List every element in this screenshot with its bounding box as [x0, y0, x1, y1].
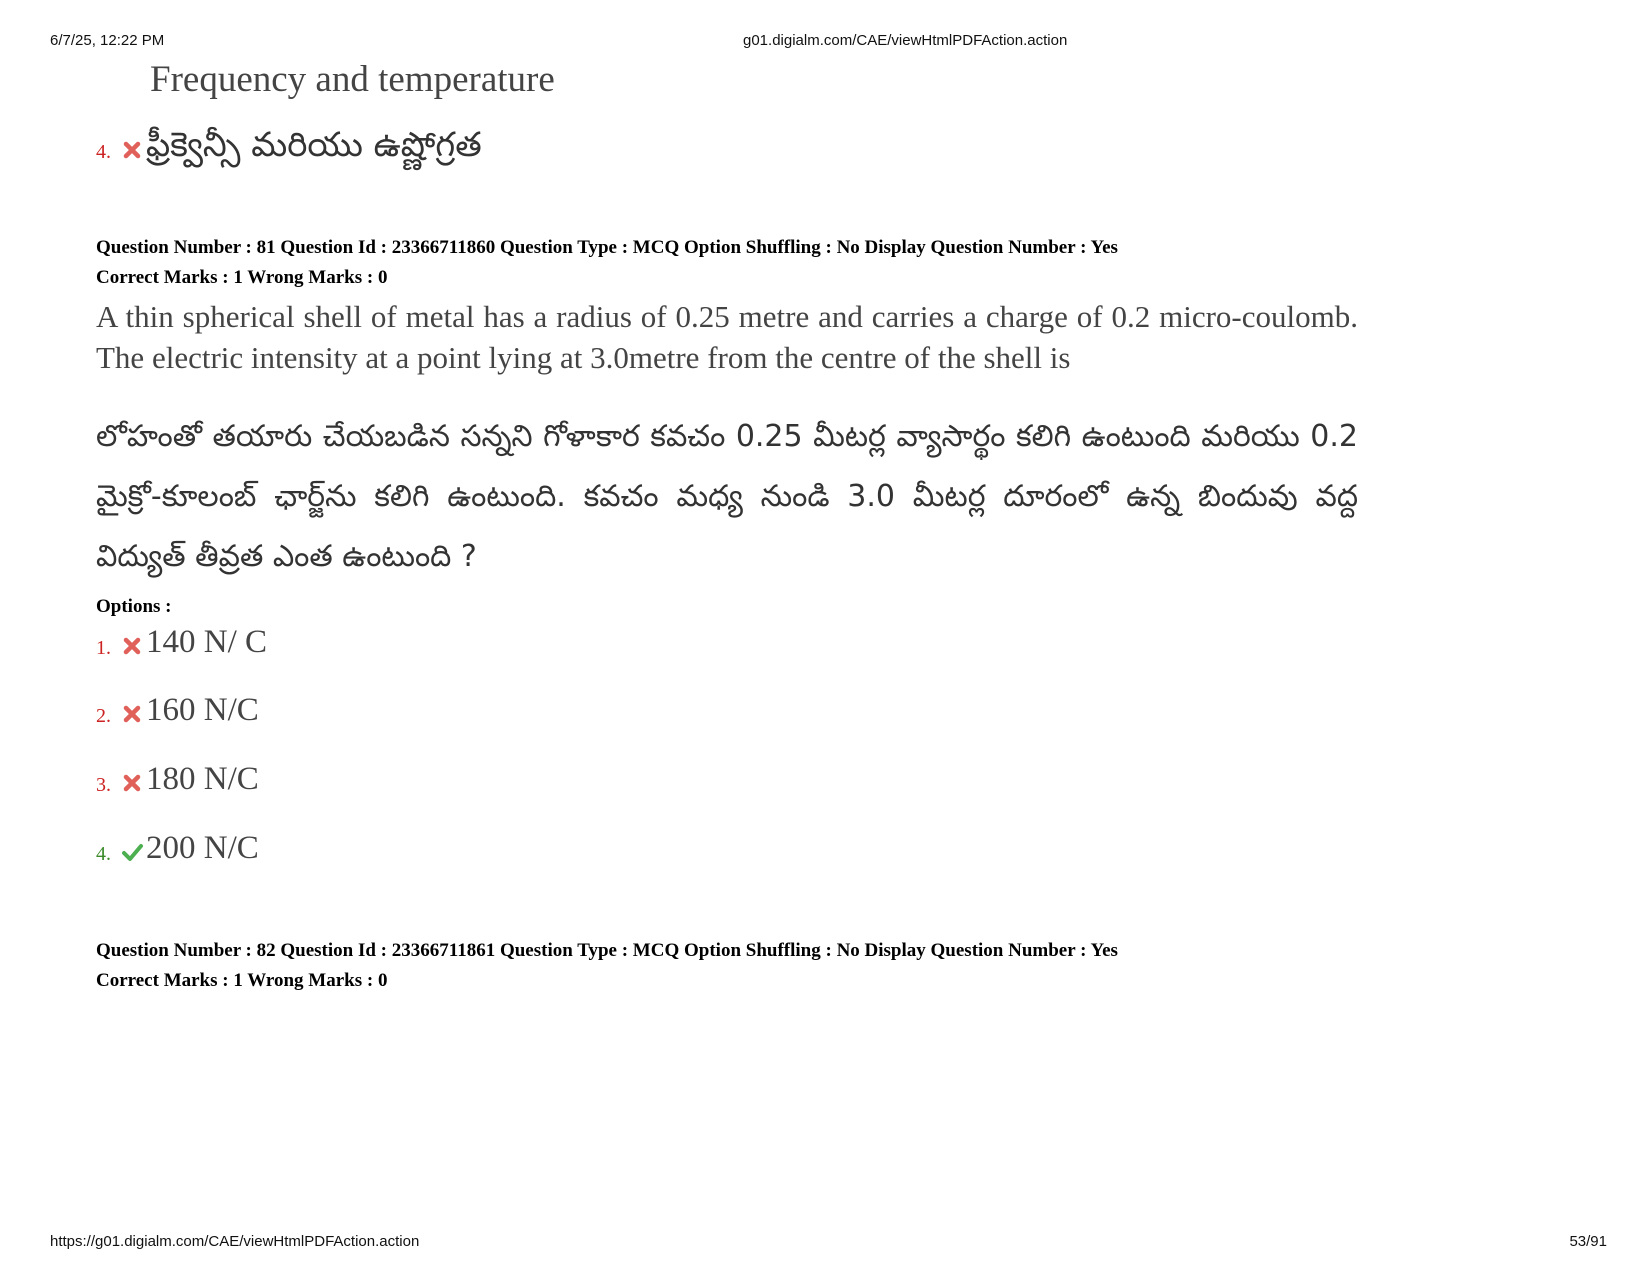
- option-number: 4.: [96, 141, 111, 163]
- option-text: 180 N/C: [146, 761, 259, 797]
- q81-option-4: [96, 824, 259, 868]
- q81-meta-line2: Correct Marks : 1 Wrong Marks : 0: [96, 267, 388, 288]
- print-datetime: 6/7/25, 12:22 PM: [50, 32, 165, 49]
- prev-option-english: Frequency and temperature: [150, 59, 555, 100]
- cross-icon: [120, 634, 144, 658]
- q81-question-telugu: లోహంతో తయారు చేయబడిన సన్నని గోళాకార కవచం 0.25 మీటర్ల వ్యాసార్థం కలిగి ఉంటుంది మరియు 0.2 మైక్రో-కూలంబ్ ఛార్జ్‌ను కలిగి ఉంటుంది. కవచం మధ్య నుండి 3.0 మీటర్ల దూరంలో ఉన్న బిందువు వద్ద విద్యుత్ తీవ్రత ఎంత ఉంటుంది ?: [96, 419, 1358, 574]
- q81-question-english: A thin spherical shell of metal has a radius of 0.25 metre and carries a charge of 0.2 micro-coulomb. The electric intensity at a point lying at 3.0metre from the centre of the shell is: [96, 299, 1358, 375]
- q81-meta-line1: Question Number : 81 Question Id : 23366711860 Question Type : MCQ Option Shuffling : No Display Question Number : Yes: [96, 237, 1118, 258]
- q81-option-1: [96, 618, 267, 662]
- option-text: 160 N/C: [146, 692, 259, 728]
- q81-option-2: [96, 686, 259, 730]
- cross-icon: [120, 771, 144, 795]
- option-number: 2.: [96, 705, 111, 727]
- prev-option-4: [96, 112, 482, 166]
- print-page-count: 53/91: [1569, 1233, 1607, 1250]
- option-number: 3.: [96, 774, 111, 796]
- q82-meta-line1: Question Number : 82 Question Id : 23366711861 Question Type : MCQ Option Shuffling : No Display Question Number : Yes: [96, 940, 1118, 961]
- print-url: https://g01.digialm.com/CAE/viewHtmlPDFAction.action: [50, 1233, 420, 1250]
- cross-icon: [120, 138, 144, 162]
- print-page-title: g01.digialm.com/CAE/viewHtmlPDFAction.action: [743, 32, 1068, 49]
- q81-option-3: [96, 755, 259, 799]
- cross-icon: [120, 702, 144, 726]
- prev-option-telugu: ఫ్రీక్వెన్సీ మరియు ఉష్ణోగ్రత: [146, 125, 482, 165]
- check-icon: [120, 840, 144, 864]
- option-number: 1.: [96, 637, 111, 659]
- q81-options-label: Options :: [96, 596, 172, 617]
- option-number: 4.: [96, 843, 111, 865]
- q82-meta-line2: Correct Marks : 1 Wrong Marks : 0: [96, 970, 388, 991]
- option-text: 200 N/C: [146, 830, 259, 866]
- option-text: 140 N/ C: [146, 624, 268, 660]
